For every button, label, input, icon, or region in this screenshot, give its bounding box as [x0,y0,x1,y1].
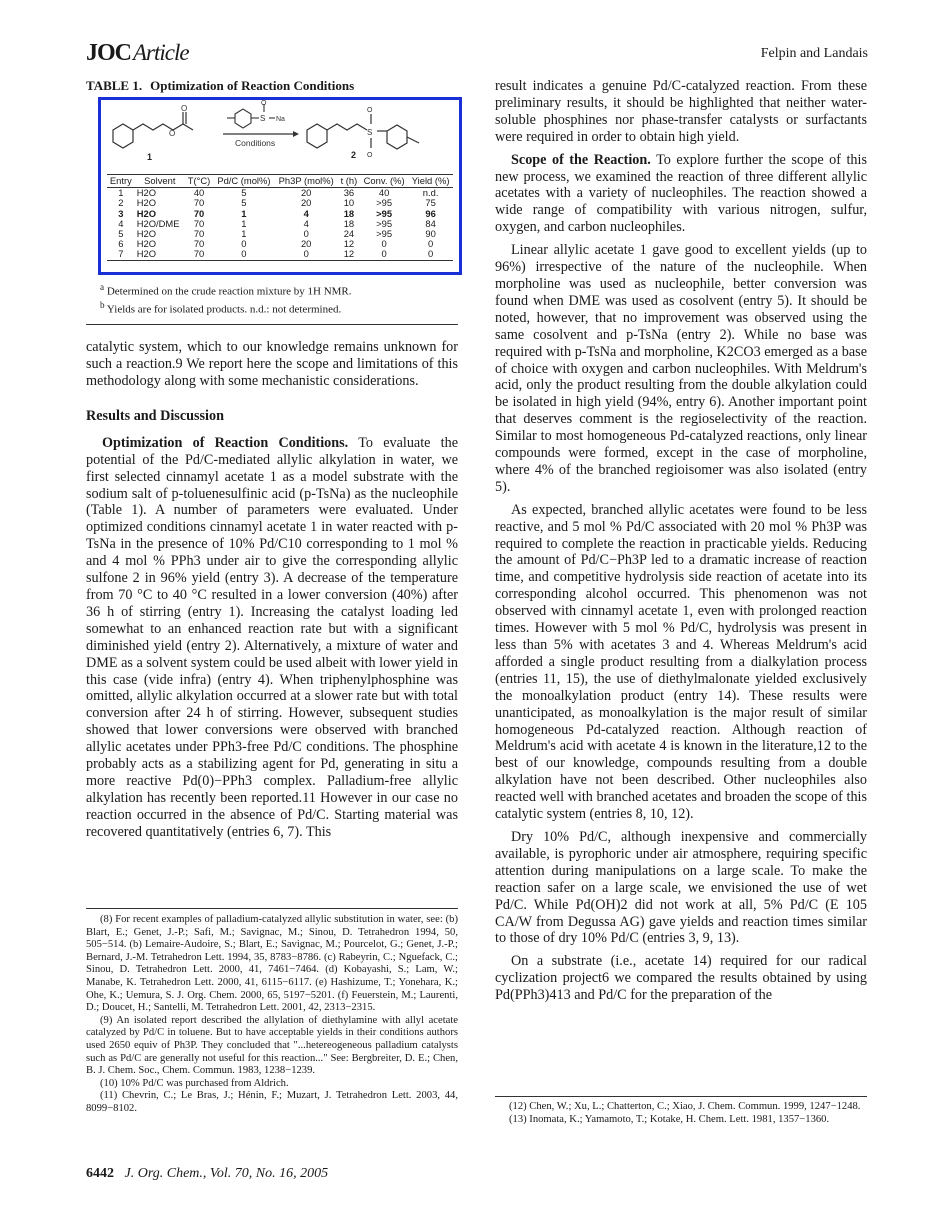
cell: 70 [193,217,205,229]
running-header [86,40,868,70]
footnote: (11) Chevrin, C.; Le Bras, J.; Hénin, F.; Muzart, J. Tetrahedron Lett. 2003, 44, 8099−8102. [86,1090,458,1114]
footnote: (13) Inomata, K.; Yamamoto, T.; Kotake, H. Chem. Lett. 1981, 1357−1360. [509,1113,830,1125]
cell: 0 [360,249,408,260]
journal-logo [86,40,189,67]
svg-text:O: O [261,99,267,107]
svg-text:O: O [181,103,188,113]
cell: 4 [118,217,124,229]
cell: 12 [343,238,355,250]
cell: 70 [185,249,213,260]
body-paragraph: On a substrate (i.e., acetate 14) required for our radical cyclization project6 we compared the results obtained by using Pd(PPh3)413 and Pd/C for the preparation of the [495,953,867,1004]
cell: 70 [193,207,205,219]
cell: 70 [193,227,205,239]
cell: 0 [428,238,434,250]
cell: 5 [241,187,247,199]
cell: 20 [300,197,312,209]
table-row [107,229,453,239]
table-label: TABLE 1. [86,78,143,93]
footnotes-right [495,1101,867,1126]
cell: H2O [135,249,185,260]
col-header: t (h) [338,174,360,187]
compound-1-label: 1 [147,151,153,162]
cell: 20 [300,187,312,199]
cell: H2O [136,238,157,250]
cell: 20 [300,238,312,250]
col-header: Solvent [135,174,185,187]
svg-text:S: S [367,127,373,137]
cell: >95 [376,197,393,209]
paragraph-text: To explore further the scope of this new process, we examined the reaction of three different allylic acetates with a variety of nucleophiles. The reaction showed a wide range of compatibility with various nitrogen, sulfur, oxygen, and carbon nucleophiles. [495,151,867,236]
cell: 0 [213,249,274,260]
running-authors: Felpin and Landais [760,46,868,61]
body-paragraph: As expected, branched allylic acetates were found to be less reactive, and 5 mol % Pd/C associated with 20 mol % Ph3P was required to complete the reaction in practicable yields. Reducing the amount of Pd/C−Ph3P led to a dramatic increase of reaction time, and competitive hydrolysis side reaction of acetate into its corresponding alcohol occurred. This phenomenon was not observed with cinnamyl acetate 1, even with prolonged reaction times. However with 5 mol % Pd/C, hydrolysis was present in less than 5% with acetates 3 and 4. Whereas Meldrum's acid afforded a single product resulting from a dialkylation process (entries 11, 15), the use of diethylmalonate yielded exclusively the monoalkylation product (entry 14). These results were unanticipated, as monoalkylation is the major result of similar homogeneous Pd-catalyzed reaction. Although reaction of Meldrum's acid with acetate 4 is known in the literature,12 to the best of our knowledge, compounds resulting from a double alkylation have not been described. Other nucleophiles also reacted well with branched acetates and broaden the scope of this catalytic system (entries 8, 10, 12). [495,501,867,823]
optimization-table [107,174,453,261]
section-heading: Results and Discussion [86,407,224,424]
paragraph-run-in-head: Scope of the Reaction. [511,151,651,168]
cell: 12 [338,249,360,260]
footnote-rule-right [495,1096,867,1097]
allylic-sulfone-structure [307,114,419,149]
journal-logo-text: JOC [86,40,131,66]
cell: 4 [303,207,309,219]
paragraph-run-in-head: Optimization of Reaction Conditions. [102,434,349,451]
cell: 40 [378,187,390,199]
footnote: (9) An isolated report described the allylation of diethylamine with allyl acetate catalyzed by Pd/C in toluene. But to have acceptable yields in their conditions authors used 2650 equiv of Ph3P. They concluded that "...hetereogeneous palladium catalysts such as Pd/C are generally not useful for this reaction..." See: Bergbreiter, D. E.; Chen, B. J. Chem. Soc., Chem. Commun. 1983, 1238−1239. [86,1014,458,1077]
cell: n.d. [422,187,439,199]
cell: 40 [193,187,205,199]
tolyl-sulfinate-structure [227,104,275,128]
cell: 0 [303,227,309,239]
cell: H2O [136,197,157,209]
footnote: (12) Chen, W.; Xu, L.; Chatterton, C.; Xiao, J. Chem. Commun. 1999, 1247−1248. [509,1101,861,1112]
compound-2-label: 2 [351,149,357,160]
cell: H2O [136,187,157,199]
cell: 0 [275,249,338,260]
svg-text:O: O [367,151,373,159]
cell: 1 [241,207,247,219]
footnote: (10) 10% Pd/C was purchased from Aldrich. [100,1077,289,1089]
cell: 2 [118,197,124,209]
cell: 5 [241,197,247,209]
cinnamyl-acetate-structure [113,112,193,148]
cell: 18 [343,217,355,229]
table-row [107,239,453,249]
cell: 36 [343,187,355,199]
footnote: (8) For recent examples of palladium-catalyzed allylic substitution in water, see: (b) Blart, E.; Genet, J.-P.; Safi, M.; Savignac, M.; Sinou, D. Tetrahedron 1994, 50, 505−514. (b) Lemaire-Audoire, S.; Blart, E.; Savignac, M.; Pourcelot, G.; Genet, J.-P.; Bernard, J.-M. Tetrahedron Lett. 1994, 35, 8783−8786. (c) Rabeyrin, C.; Nguefack, C.; Sinou, D. Tetrahedron Lett. 2000, 41, 7461−7464. (d) Kobayashi, S.; Lam, W.; Manabe, K. Tetrahedron Lett. 2000, 41, 6115−6117. (e) Hashizume, T.; Yonehara, K.; Ohe, K.; Uemura, S. J. Org. Chem. 2000, 65, 5197−5201. (f) Feuerstein, M.; Laurenti, D.; Doucet, H.; Santelli, M. Tetrahedron Lett. 2001, 42, 2313−2315. [86,914,458,1014]
cell: 75 [425,197,436,209]
table-caption: Optimization of Reaction Conditions [150,78,355,93]
body-paragraph: Dry 10% Pd/C, although inexpensive and commercially available, is pyrophoric under air atmosphere, requiring specific attention during manipulations on a large scale. To make the reaction safer on a large scale, we envisioned the use of wet Pd/C. While Pd(OH)2 did not work at all, 5% Pd/C (E 105 CA/W from Degussa AG) gave yields and reaction times similar to those of dry 10% Pd/C (entries 3, 9, 13). [495,828,867,947]
cell: 10 [343,197,355,209]
table-footnote-b: Yields are for isolated products. n.d.: not determined. [106,303,342,316]
table-footnote-a: Determined on the crude reaction mixture by 1H NMR. [106,285,352,298]
col-header: Ph3P (mol%) [275,174,338,187]
col-header: Pd/C (mol%) [213,174,274,187]
svg-text:S: S [260,113,266,123]
cell: 70 [193,238,205,250]
col-header: Yield (%) [408,174,453,187]
table-figure-box [98,97,462,275]
cell: 70 [193,197,205,209]
cell: 1 [241,217,247,229]
svg-text:O: O [169,128,176,138]
footnote-rule-left [86,908,458,909]
right-column [495,78,867,1010]
left-column [86,78,458,847]
cell: 96 [425,207,436,219]
body-paragraph: catalytic system, which to our knowledge remains unknown for such a reaction.9 We report here the scope and limitations of this methodology along with some mechanistic considerations. [86,339,458,390]
cell: 3 [118,207,124,219]
table-footnotes: $^a$ Determined on the crude reaction mixture by 1H NMR. $^b$ Yields are for isolated products. n.d.: not determined. [86,281,458,325]
cell: >95 [376,227,393,239]
table-row [107,198,453,208]
col-header: T(°C) [185,174,213,187]
table-row [107,188,453,199]
body-paragraph: Linear allylic acetate 1 gave good to excellent yields (up to 96%) irrespective of the nature of the nucleophile. When morpholine was used as nucleophile, better conversion was found when DME was used as cosolvent (entry 5). It should be noted, however, that no improvement was observed using the same cosolvent and p-TsNa (entry 2). While no base was required with p-TsNa and morpholine, K2CO3 emerged as a base of choice with oxygen and carbon nucleophiles. With Meldrum's acid, only the product resulting from the double alkylation could be isolated in high yield (94%, entry 6). Another important point that deserves comment is the regioselectivity of the reaction. Similar to most homogeneous Pd-catalyzed reactions, only linear compounds were formed, except in the case of morpholine, where 4% of the branched regioisomer was also isolated (entry 5). [495,242,867,495]
arrow-label: Conditions [235,137,276,148]
cell: 84 [425,217,436,229]
svg-text:O: O [367,106,373,114]
cell: 18 [343,207,355,219]
reaction-scheme [101,100,459,170]
cell: >95 [376,207,393,219]
cell: 0 [408,249,453,260]
journal-citation: J. Org. Chem., Vol. 70, No. 16, 2005 [124,1166,329,1181]
col-header: Entry [107,174,135,187]
paragraph-text: To evaluate the potential of the Pd/C-mediated allylic alkylation in water, we first selected cinnamyl acetate 1 as a model substrate with the sodium salt of p-toluenesulfinic acid (p-TsNa) as the nucleophile (Table 1). A number of parameters were evaluated. Under optimized conditions cinnamyl acetate 1 in water reacted with p-TsNa in the presence of 10% Pd/C10 corresponding to 1 mol % and 4 mol % PPh3 under air to give the corresponding allylic sulfone 2 in 96% yield (entry 3). A decrease of the temperature from 70 °C to 40 °C resulted in a lower conversion (40%) after 36 h of stirring (entry 1). Increasing the catalyst loading led somewhat to an enhanced reaction rate but with a significant diminished yield (entry 2). Alternatively, a mixture of water and DME as a solvent system could be used albeit with lower yield in this case (vide infra) (entry 4). When triphenylphosphine was omitted, allylic alkylation occurred at a slower rate but with total conversion after 24 h of stirring. However, subsequent studies showed that lower conversions were observed with branched allylic acetates under PPh3-free Pd/C conditions. The phosphine probably acts as a stabilizing agent for Pd, generating in situ a more reactive Pd(0)−PPh3 complex. Palladium-free allylic alkylation has recently been reported.11 However in our case no reaction occurred in the absence of Pd/C. Starting material was recovered quantitatively (entries 6, 7). This [86,434,458,840]
cell: 24 [343,227,355,239]
col-header: Conv. (%) [360,174,408,187]
body-paragraph: result indicates a genuine Pd/C-catalyzed reaction. From these preliminary results, it should be highlighted that neither water-soluble phosphines nor phase-transfer catalysts or surfactants were required in order to obtain high yield. [495,78,867,145]
cell: 7 [107,249,135,260]
cell: >95 [376,217,393,229]
journal-article-label: Article [133,40,189,65]
footnotes-left [86,914,458,1116]
cell: 1 [241,227,247,239]
reagent-na-label: Na [276,115,285,123]
cell: H2O/DME [136,217,180,229]
cell: 5 [118,227,124,239]
cell: 1 [118,187,124,199]
table-row [107,219,453,229]
table-row [107,249,453,260]
cell: 90 [425,227,436,239]
cell: H2O [136,227,157,239]
body-paragraph [86,435,458,841]
page-footer [86,1166,328,1182]
cell: 0 [241,238,247,250]
body-paragraph [495,152,867,237]
table-title [86,78,458,95]
cell: 0 [381,238,387,250]
table-header-row [107,174,453,187]
cell: 4 [303,217,309,229]
cell: 6 [118,238,124,250]
page-number: 6442 [86,1166,114,1181]
cell: H2O [136,207,157,219]
